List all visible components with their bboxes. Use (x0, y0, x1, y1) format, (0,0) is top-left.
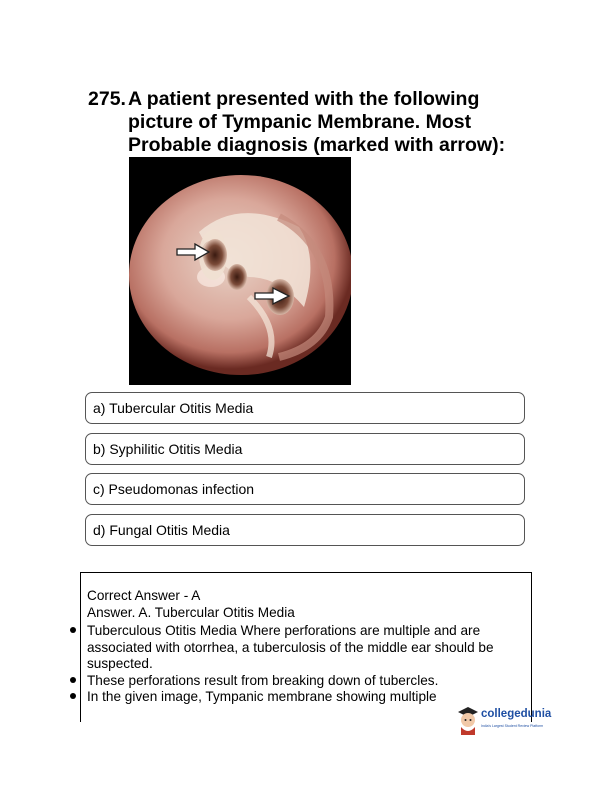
question-block (88, 88, 558, 157)
option-a[interactable]: a) Tubercular Otitis Media (85, 392, 525, 424)
bullet-icon (70, 693, 76, 699)
logo-tagline: India's Largest Student Review Platform (481, 724, 544, 728)
question-line-1: 275. A patient presented with the following (88, 88, 480, 110)
bullet-icon (70, 627, 76, 633)
answer-explanation: Answer. A. Tubercular Otitis Media (87, 604, 295, 620)
bullet-icon (70, 677, 76, 683)
bullet-item: Tuberculous Otitis Media Where perforations are multiple and are associated with otorrhea, a tuberculosis of the middle ear should be suspected. (70, 623, 540, 673)
collegedunia-logo (457, 705, 557, 739)
student-mascot-icon (457, 705, 479, 735)
option-d[interactable]: d) Fungal Otitis Media (85, 514, 525, 546)
tympanic-membrane-image (129, 157, 351, 385)
answer-header (87, 588, 532, 621)
explanation-bullets (70, 623, 540, 706)
correct-answer: Correct Answer - A (87, 588, 201, 603)
otoscope-photo (129, 157, 351, 385)
question-line-3: Probable diagnosis (marked with arrow): (128, 134, 506, 156)
option-b[interactable]: b) Syphilitic Otitis Media (85, 433, 525, 465)
option-c[interactable]: c) Pseudomonas infection (85, 473, 525, 505)
options-list (85, 392, 525, 554)
logo-wordmark: collegedunia (481, 708, 552, 720)
question-number: 275. (88, 88, 126, 110)
question-line-2: picture of Tympanic Membrane. Most (128, 111, 472, 133)
bullet-item: These perforations result from breaking down of tubercles. (70, 673, 540, 690)
bullet-item: In the given image, Tympanic membrane showing multiple (70, 689, 540, 706)
